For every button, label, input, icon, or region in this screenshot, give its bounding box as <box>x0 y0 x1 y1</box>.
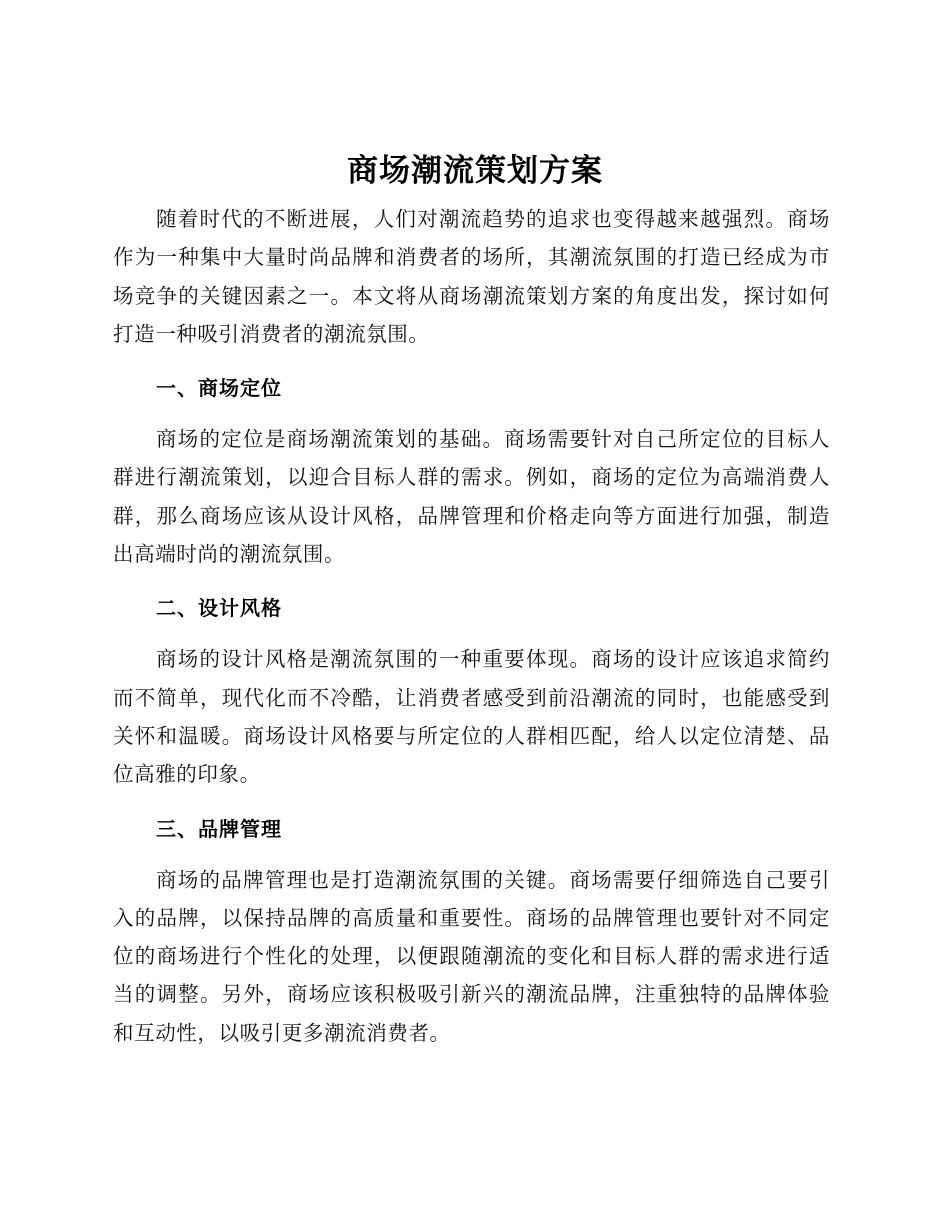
intro-paragraph: 随着时代的不断进展，人们对潮流趋势的追求也变得越来越强烈。商场作为一种集中大量时尚品牌和消费者的场所，其潮流氛围的打造已经成为市场竞争的关键因素之一。本文将从商场潮流策划方案的角度出发，探讨如何打造一种吸引消费者的潮流氛围。 <box>113 207 830 346</box>
document-title: 商场潮流策划方案 <box>347 153 603 189</box>
section-heading-positioning: 一、商场定位 <box>156 376 282 401</box>
section-heading-brand-management: 三、品牌管理 <box>156 816 282 841</box>
section-body-design-style: 商场的设计风格是潮流氛围的一种重要体现。商场的设计应该追求简约而不简单，现代化而不冷酷，让消费者感受到前沿潮流的同时，也能感受到关怀和温暖。商场设计风格要与所定位的人群相匹配，给人以定位清楚、品位高雅的印象。 <box>113 647 830 787</box>
document-body <box>113 200 830 1052</box>
section-heading-design-style: 二、设计风格 <box>156 596 282 621</box>
section-body-positioning: 商场的定位是商场潮流策划的基础。商场需要针对自己所定位的目标人群进行潮流策划，以迎合目标人群的需求。例如，商场的定位为高端消费人群，那么商场应该从设计风格，品牌管理和价格走向等方面进行加强，制造出高端时尚的潮流氛围。 <box>113 427 830 567</box>
section-body-brand-management: 商场的品牌管理也是打造潮流氛围的关键。商场需要仔细筛选自己要引入的品牌，以保持品牌的高质量和重要性。商场的品牌管理也要针对不同定位的商场进行个性化的处理，以便跟随潮流的变化和目标人群的需求进行适当的调整。另外，商场应该积极吸引新兴的潮流品牌，注重独特的品牌体验和互动性，以吸引更多潮流消费者。 <box>113 867 830 1045</box>
